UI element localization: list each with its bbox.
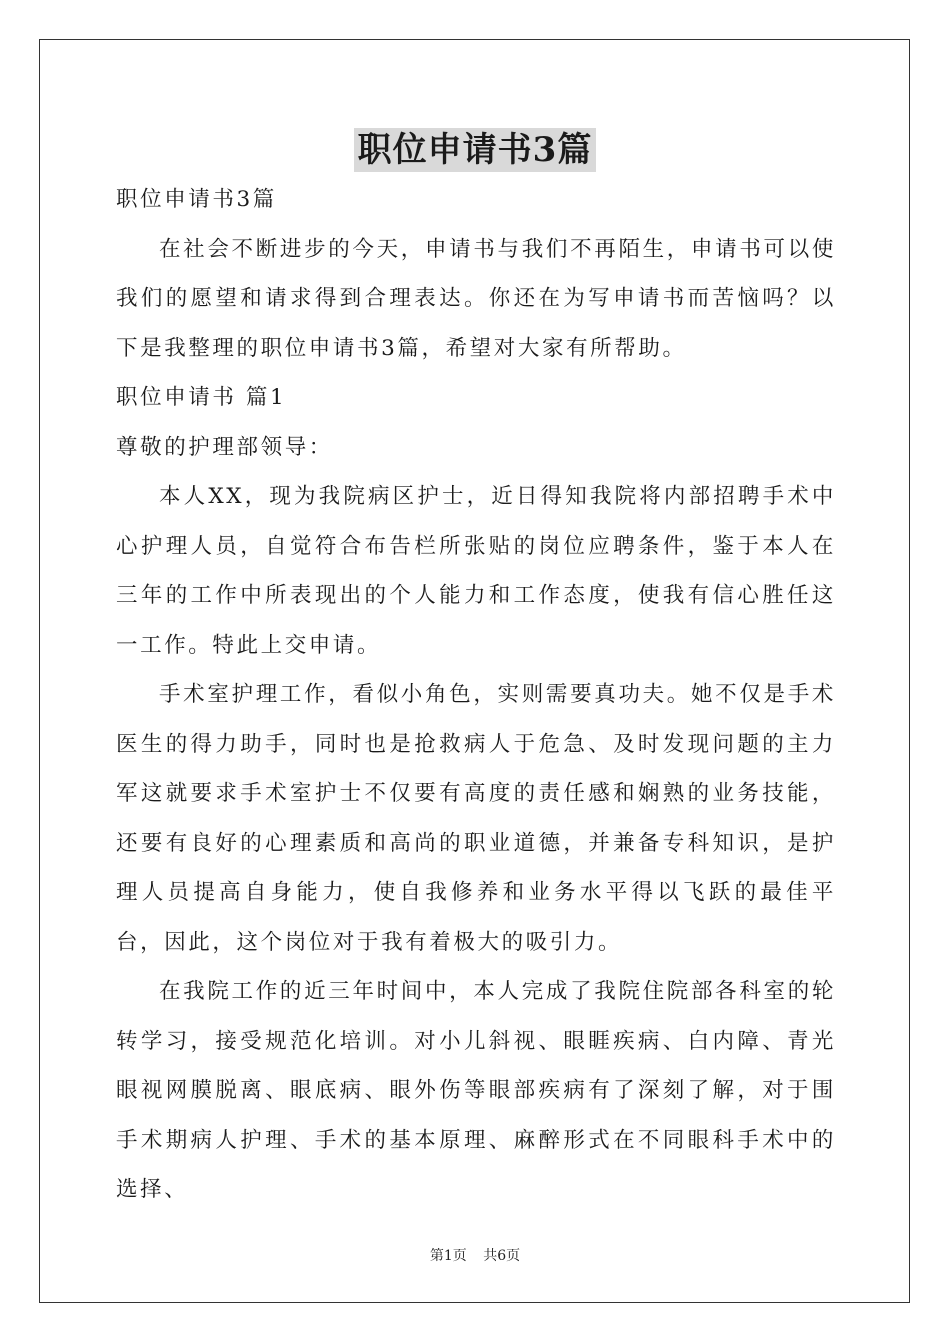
body-paragraph: 在我院工作的近三年时间中，本人完成了我院住院部各科室的轮转学习，接受规范化培训。对小儿斜视、眼睚疾病、白内障、青光眼视网膜脱离、眼底病、眼外伤等眼部疾病有了深刻了解，对于围手术期病人护理、手术的基本原理、麻醉形式在不同眼科手术中的选择、 (116, 979, 836, 1202)
subtitle-line: 职位申请书3篇 (116, 187, 277, 212)
intro-paragraph: 在社会不断进步的今天，申请书与我们不再陌生，申请书可以使我们的愿望和请求得到合理表达。你还在为写申请书而苦恼吗？以下是我整理的职位申请书3篇，希望对大家有所帮助。 (116, 236, 836, 361)
body-paragraph: 手术室护理工作，看似小角色，实则需要真功夫。她不仅是手术医生的得力助手，同时也是抢救病人于危急、及时发现问题的主力军这就要求手术室护士不仅要有高度的责任感和娴熟的业务技能，还要有良好的心理素质和高尚的职业道德，并兼备专科知识，是护理人员提高自身能力，使自我修养和业务水平得以飞跃的最佳平台，因此，这个岗位对于我有着极大的吸引力。 (116, 682, 836, 955)
section-heading: 职位申请书 篇1 (116, 385, 287, 410)
page-number: 第1页 (429, 1248, 467, 1264)
page-total: 共6页 (483, 1248, 521, 1264)
page-footer (0, 1245, 950, 1265)
salutation: 尊敬的护理部领导： (116, 434, 333, 460)
body-paragraph: 本人XX，现为我院病区护士，近日得知我院将内部招聘手术中心护理人员，自觉符合布告栏所张贴的岗位应聘条件，鉴于本人在三年的工作中所表现出的个人能力和工作态度，使我有信心胜任这一工作。特此上交申请。 (116, 484, 836, 658)
title-container (0, 128, 950, 172)
document-body (116, 175, 836, 1215)
document-title: 职位申请书3篇 (354, 128, 597, 172)
